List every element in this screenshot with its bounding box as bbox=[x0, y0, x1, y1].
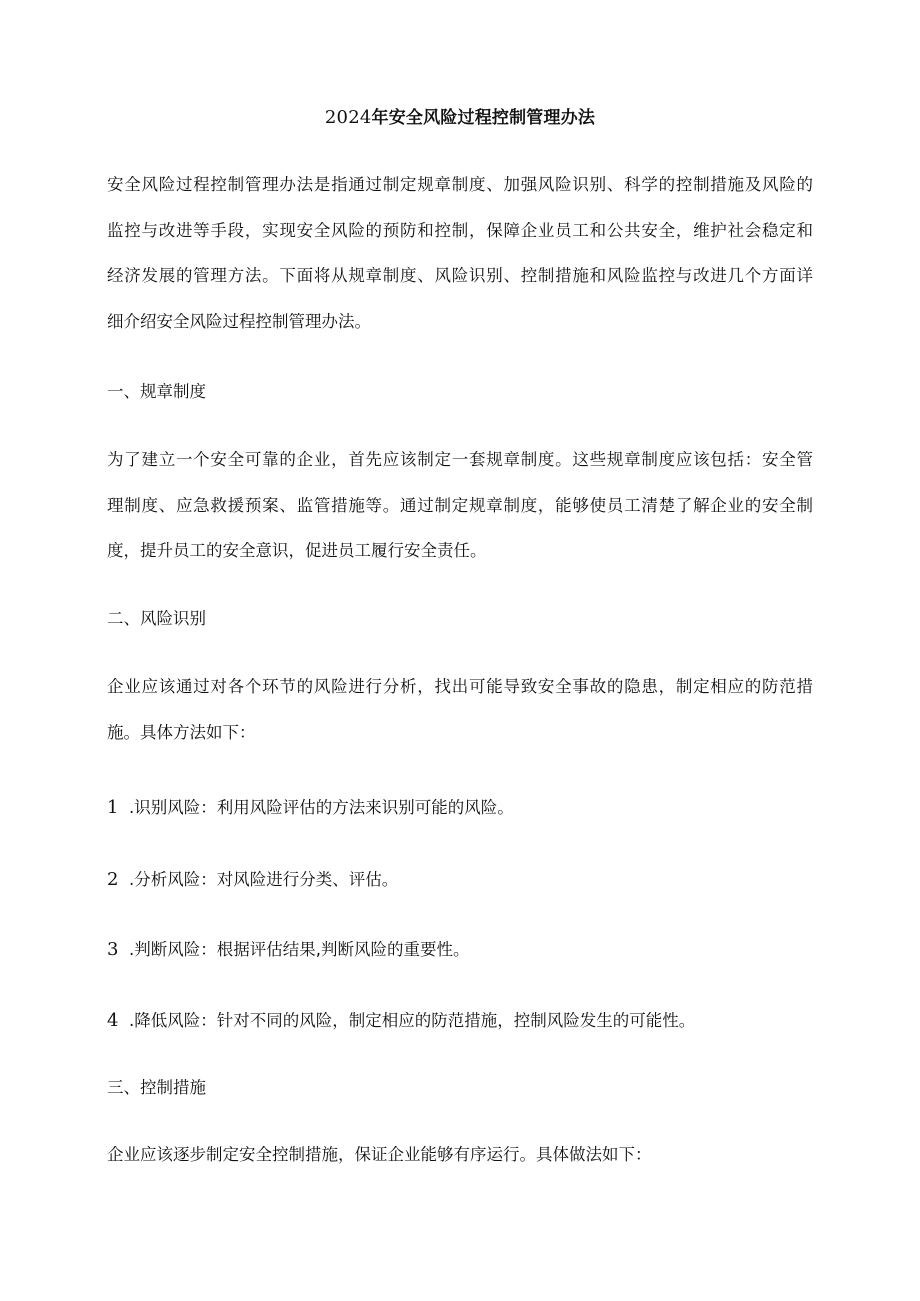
list-item-number: 1 bbox=[107, 797, 119, 818]
list-item bbox=[107, 936, 470, 964]
intro-line: 监控与改进等手段，实现安全风险的预防和控制，保障企业员工和公共安全，维护社会稳定和 bbox=[107, 220, 813, 240]
title-text: 年安全风险过程控制管理办法 bbox=[371, 108, 596, 128]
section1-heading: 一、规章制度 bbox=[107, 382, 206, 401]
section1-paragraph bbox=[107, 437, 813, 574]
intro-line: 经济发展的管理方法。下面将从规章制度、风险识别、控制措施和风险监控与改进几个方面详 bbox=[107, 266, 813, 285]
section3-line: 企业应该逐步制定安全控制措施，保证企业能够有序运行。具体做法如下： bbox=[107, 1145, 652, 1164]
intro-line: 细介绍安全风险过程控制管理办法。 bbox=[107, 311, 371, 331]
list-item bbox=[107, 794, 514, 822]
section2-line: 施。具体方法如下： bbox=[107, 722, 256, 742]
list-item-text: .识别风险：利用风险评估的方法来识别可能的风险。 bbox=[129, 798, 514, 817]
list-item bbox=[107, 1007, 695, 1035]
section3-heading: 三、控制措施 bbox=[107, 1078, 206, 1097]
list-item bbox=[107, 866, 398, 894]
list-item-text: .降低风险：针对不同的风险，制定相应的防范措施，控制风险发生的可能性。 bbox=[129, 1011, 696, 1030]
list-item-number: 2 bbox=[107, 869, 119, 890]
list-item-number: 3 bbox=[107, 939, 119, 960]
section2-paragraph bbox=[107, 664, 813, 755]
section3-paragraph bbox=[107, 1132, 813, 1178]
list-item-text: .判断风险：根据评估结果,判断风险的重要性。 bbox=[129, 940, 470, 959]
document-title bbox=[0, 104, 920, 132]
section2-line: 企业应该通过对各个环节的风险进行分析，找出可能导致安全事故的隐患，制定相应的防范措 bbox=[107, 677, 813, 696]
intro-line: 安全风险过程控制管理办法是指通过制定规章制度、加强风险识别、科学的控制措施及风险的 bbox=[107, 175, 813, 194]
list-item-text: .分析风险：对风险进行分类、评估。 bbox=[129, 870, 399, 889]
section1-line: 理制度、应急救援预案、监管措施等。通过制定规章制度，能够使员工清楚了解企业的安全制 bbox=[107, 495, 813, 515]
intro-paragraph bbox=[107, 162, 813, 344]
section1-line: 为了建立一个安全可靠的企业，首先应该制定一套规章制度。这些规章制度应该包括：安全管 bbox=[107, 450, 813, 469]
list-item-number: 4 bbox=[107, 1010, 119, 1031]
title-year: 2024 bbox=[324, 107, 372, 128]
section1-line: 度，提升员工的安全意识，促进员工履行安全责任。 bbox=[107, 541, 487, 560]
section2-heading: 二、风险识别 bbox=[107, 609, 206, 628]
